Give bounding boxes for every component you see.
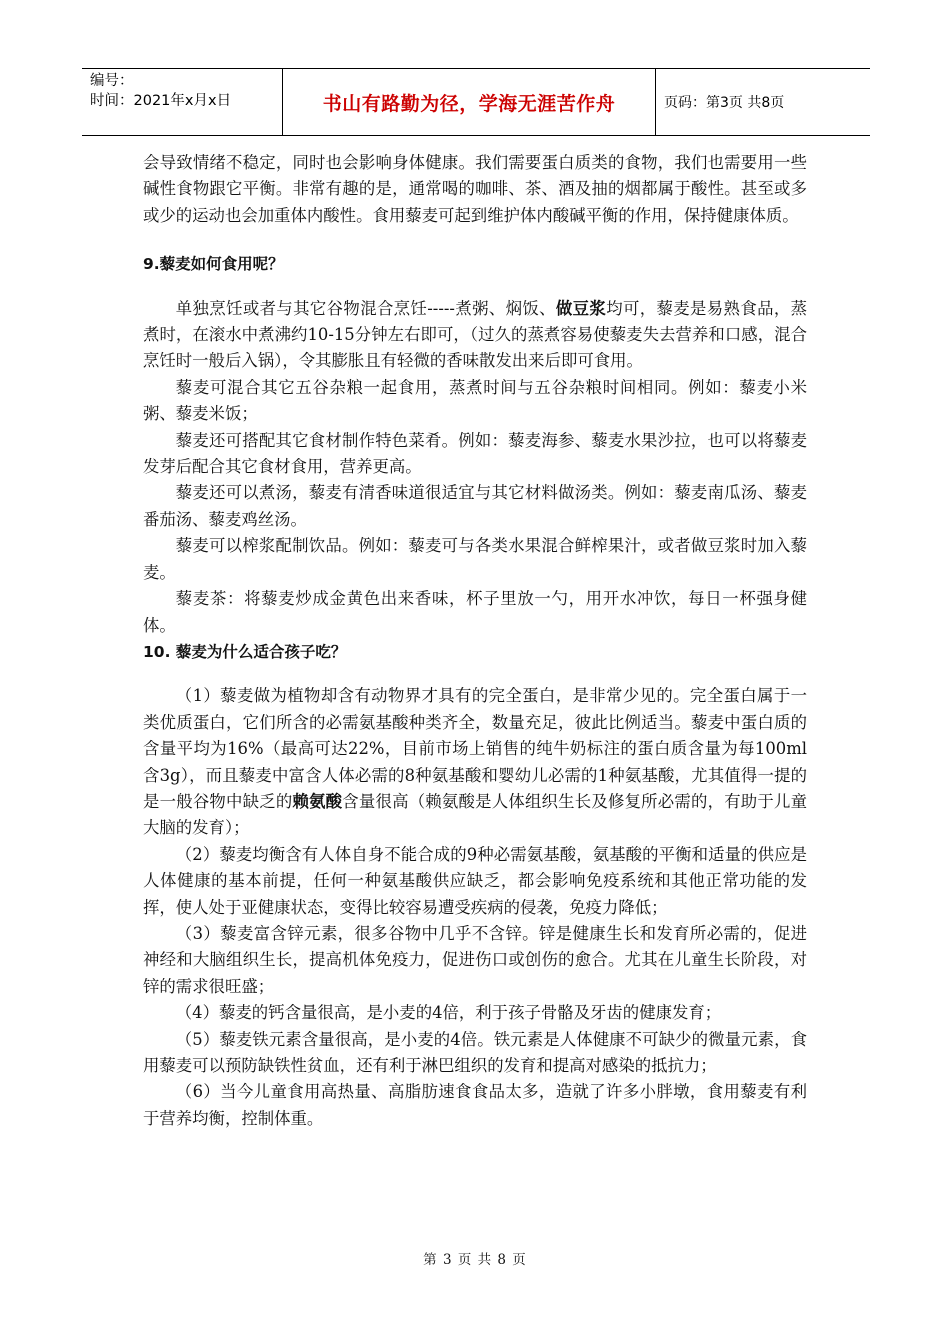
page-footer: 第 3 页 共 8 页	[423, 1252, 527, 1268]
paragraph-intro: 会导致情绪不稳定，同时也会影响身体健康。我们需要蛋白质类的食物，我们也需要用一些碱性食物跟它平衡。非常有趣的是，通常喝的咖啡、茶、酒及抽的烟都属于酸性。甚至或多或少的运动也会加重体内酸性。食用藜麦可起到维护体内酸碱平衡的作用，保持健康体质。	[143, 153, 807, 225]
header-page-info: 页码：第3页 共8页	[664, 95, 785, 111]
paragraph-10-5: （5）藜麦铁元素含量很高，是小麦的4倍。铁元素是人体健康不可缺少的微量元素，食用藜麦可以预防缺铁性贫血，还有利于淋巴组织的发育和提高对感染的抵抗力；	[143, 1029, 807, 1075]
paragraph-9-4: 藜麦还可以煮汤，藜麦有清香味道很适宜与其它材料做汤类。例如：藜麦南瓜汤、藜麦番茄汤、藜麦鸡丝汤。	[143, 483, 807, 529]
paragraph-9-1	[143, 296, 807, 375]
paragraph-9-2: 藜麦可混合其它五谷杂粮一起食用，蒸煮时间与五谷杂粮时间相同。例如：藜麦小米粥、藜麦米饭；	[143, 377, 807, 424]
document-number-label: 编号：	[90, 73, 134, 89]
paragraph-10-1-text-c: 含量很高（赖氨酸是人体组织生长及修复所必需的，有助于儿童大脑的发育）；	[143, 791, 808, 838]
paragraph-9-1-text-c: 均可，藜麦是易熟食品，蒸煮时，在滚水中煮沸约10-15分钟左右即可，（过久的蒸煮容易使藜麦失去营养和口感，混合烹饪时一般后入锅），令其膨胀且有轻微的香味散发出来后即可食用。	[143, 298, 807, 371]
paragraph-10-4: （4）藜麦的钙含量很高，是小麦的4倍，利于孩子骨骼及牙齿的健康发育；	[175, 1003, 722, 1023]
paragraph-10-2: （2）藜麦均衡含有人体自身不能合成的9种必需氨基酸，氨基酸的平衡和适量的供应是人体健康的基本前提，任何一种氨基酸供应缺乏，都会影响免疫系统和其他正常功能的发挥，使人处于亚健康状态，变得比较容易遭受疾病的侵袭，免疫力降低；	[143, 844, 807, 917]
paragraph-9-3: 藜麦还可搭配其它食材制作特色菜肴。例如：藜麦海参、藜麦水果沙拉，也可以将藜麦发芽后配合其它食材食用，营养更高。	[143, 430, 807, 477]
section-heading-10: 10. 藜麦为什么适合孩子吃？	[143, 642, 347, 661]
document-body	[143, 150, 807, 1132]
header-motto: 书山有路勤为径，学海无涯苦作舟	[282, 69, 656, 135]
paragraph-9-1-bold: 做豆浆	[555, 298, 607, 318]
paragraph-10-1	[143, 683, 807, 841]
paragraph-10-1-bold: 赖氨酸	[292, 791, 343, 811]
paragraph-9-5: 藜麦可以榨浆配制饮品。例如：藜麦可与各类水果混合鲜榨果汁，或者做豆浆时加入藜麦。	[143, 536, 807, 582]
paragraph-10-1-text-a: （1）藜麦做为植物却含有动物界才具有的完全蛋白，是非常少见的。完全蛋白属于一类优质蛋白，它们所含的必需氨基酸种类齐全，数量充足，彼此比例适当。藜麦中蛋白质的含量平均为16%（最高可达22%，目前市场上销售的纯牛奶标注的蛋白质含量为每100ml含3g），而且藜麦中富含人体必需的8种氨基酸和婴幼儿必需的1种氨基酸，尤其值得一提的是一般谷物中缺乏的	[143, 686, 807, 811]
paragraph-10-3: （3）藜麦富含锌元素，很多谷物中几乎不含锌。锌是健康生长和发育所必需的，促进神经和大脑组织生长，提高机体免疫力，促进伤口或创伤的愈合。尤其在儿童生长阶段，对锌的需求很旺盛；	[143, 923, 807, 996]
paragraph-9-1-text-a: 单独烹饪或者与其它谷物混合烹饪-----煮粥、焖饭、	[175, 298, 556, 318]
header-meta	[82, 69, 282, 135]
paragraph-10-6: （6）当今儿童食用高热量、高脂肪速食食品太多，造就了许多小胖墩，食用藜麦有利于营养均衡，控制体重。	[143, 1082, 807, 1128]
section-heading-9: 9.藜麦如何食用呢？	[143, 255, 284, 274]
document-time-label: 时间：2021年x月x日	[90, 93, 232, 109]
paragraph-9-6: 藜麦茶：将藜麦炒成金黄色出来香味，杯子里放一勺，用开水冲饮，每日一杯强身健体。	[143, 589, 807, 635]
page-header	[82, 68, 870, 136]
